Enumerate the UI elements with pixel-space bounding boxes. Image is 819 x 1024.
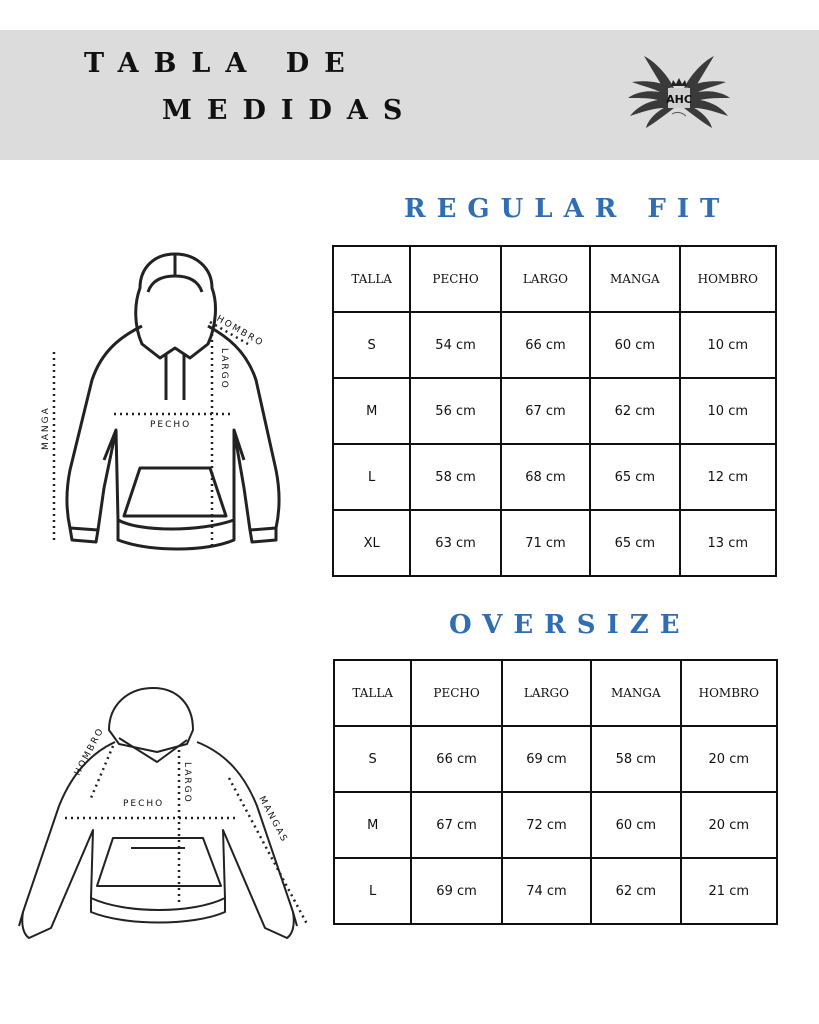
crown-icon <box>671 78 687 86</box>
pecho-label: PECHO <box>123 799 165 809</box>
cell-pecho: 58 cm <box>410 444 500 510</box>
cell-largo: 71 cm <box>501 510 590 576</box>
oversize-hoodie-diagram <box>15 680 315 945</box>
hoodie-outline-icon <box>19 688 297 938</box>
cell-largo: 68 cm <box>501 444 590 510</box>
hombro-label: HOMBRO <box>214 313 266 350</box>
header-largo: LARGO <box>502 660 591 726</box>
cell-pecho: 69 cm <box>411 858 501 924</box>
header-pecho: PECHO <box>410 246 500 312</box>
header-hombro: HOMBRO <box>681 660 777 726</box>
table-row <box>333 510 776 576</box>
largo-label: LARGO <box>182 762 192 804</box>
header-pecho: PECHO <box>411 660 501 726</box>
cell-hombro: 20 cm <box>681 726 777 792</box>
cell-pecho: 54 cm <box>410 312 500 378</box>
cell-hombro: 10 cm <box>680 378 776 444</box>
cell-pecho: 66 cm <box>411 726 501 792</box>
page-title-line-1: TABLA DE <box>84 48 360 79</box>
table-row <box>333 378 776 444</box>
table-row <box>334 858 777 924</box>
cell-largo: 74 cm <box>502 858 591 924</box>
cell-pecho: 63 cm <box>410 510 500 576</box>
table-row <box>333 444 776 510</box>
hoodie-outline-icon <box>67 254 279 549</box>
cell-talla: M <box>334 792 411 858</box>
mangas-label: MANGAS <box>256 794 290 845</box>
cell-manga: 60 cm <box>590 312 679 378</box>
cell-largo: 66 cm <box>501 312 590 378</box>
largo-label: LARGO <box>219 348 229 390</box>
cell-manga: 60 cm <box>591 792 680 858</box>
cell-talla: M <box>333 378 410 444</box>
cell-manga: 65 cm <box>590 444 679 510</box>
cell-manga: 58 cm <box>591 726 680 792</box>
cell-hombro: 20 cm <box>681 792 777 858</box>
regular-hoodie-diagram <box>30 240 300 560</box>
cell-hombro: 10 cm <box>680 312 776 378</box>
cell-talla: XL <box>333 510 410 576</box>
table-header-row <box>333 246 776 312</box>
cell-hombro: 21 cm <box>681 858 777 924</box>
header-hombro: HOMBRO <box>680 246 776 312</box>
cell-talla: S <box>333 312 410 378</box>
cell-largo: 69 cm <box>502 726 591 792</box>
logo-text: AHC <box>666 93 692 106</box>
cell-hombro: 13 cm <box>680 510 776 576</box>
hombro-label: HOMBRO <box>72 725 107 778</box>
oversize-title: OVERSIZE <box>449 610 691 640</box>
pecho-label: PECHO <box>150 420 192 430</box>
cell-pecho: 56 cm <box>410 378 500 444</box>
cell-talla: S <box>334 726 411 792</box>
cell-pecho: 67 cm <box>411 792 501 858</box>
brand-logo <box>626 52 732 138</box>
regular-fit-title: REGULAR FIT <box>404 194 731 224</box>
header-largo: LARGO <box>501 246 590 312</box>
header-manga: MANGA <box>591 660 680 726</box>
cell-talla: L <box>333 444 410 510</box>
header-talla: TALLA <box>333 246 410 312</box>
table-header-row <box>334 660 777 726</box>
table-row <box>334 726 777 792</box>
cell-manga: 62 cm <box>591 858 680 924</box>
cell-manga: 62 cm <box>590 378 679 444</box>
oversize-table <box>333 659 778 925</box>
cell-talla: L <box>334 858 411 924</box>
page-title-line-2: MEDIDAS <box>162 95 418 126</box>
cell-hombro: 12 cm <box>680 444 776 510</box>
cell-largo: 72 cm <box>502 792 591 858</box>
header-talla: TALLA <box>334 660 411 726</box>
regular-fit-table <box>332 245 777 577</box>
header-manga: MANGA <box>590 246 679 312</box>
cell-largo: 67 cm <box>501 378 590 444</box>
cell-manga: 65 cm <box>590 510 679 576</box>
manga-label: MANGA <box>41 406 51 450</box>
table-row <box>333 312 776 378</box>
table-row <box>334 792 777 858</box>
